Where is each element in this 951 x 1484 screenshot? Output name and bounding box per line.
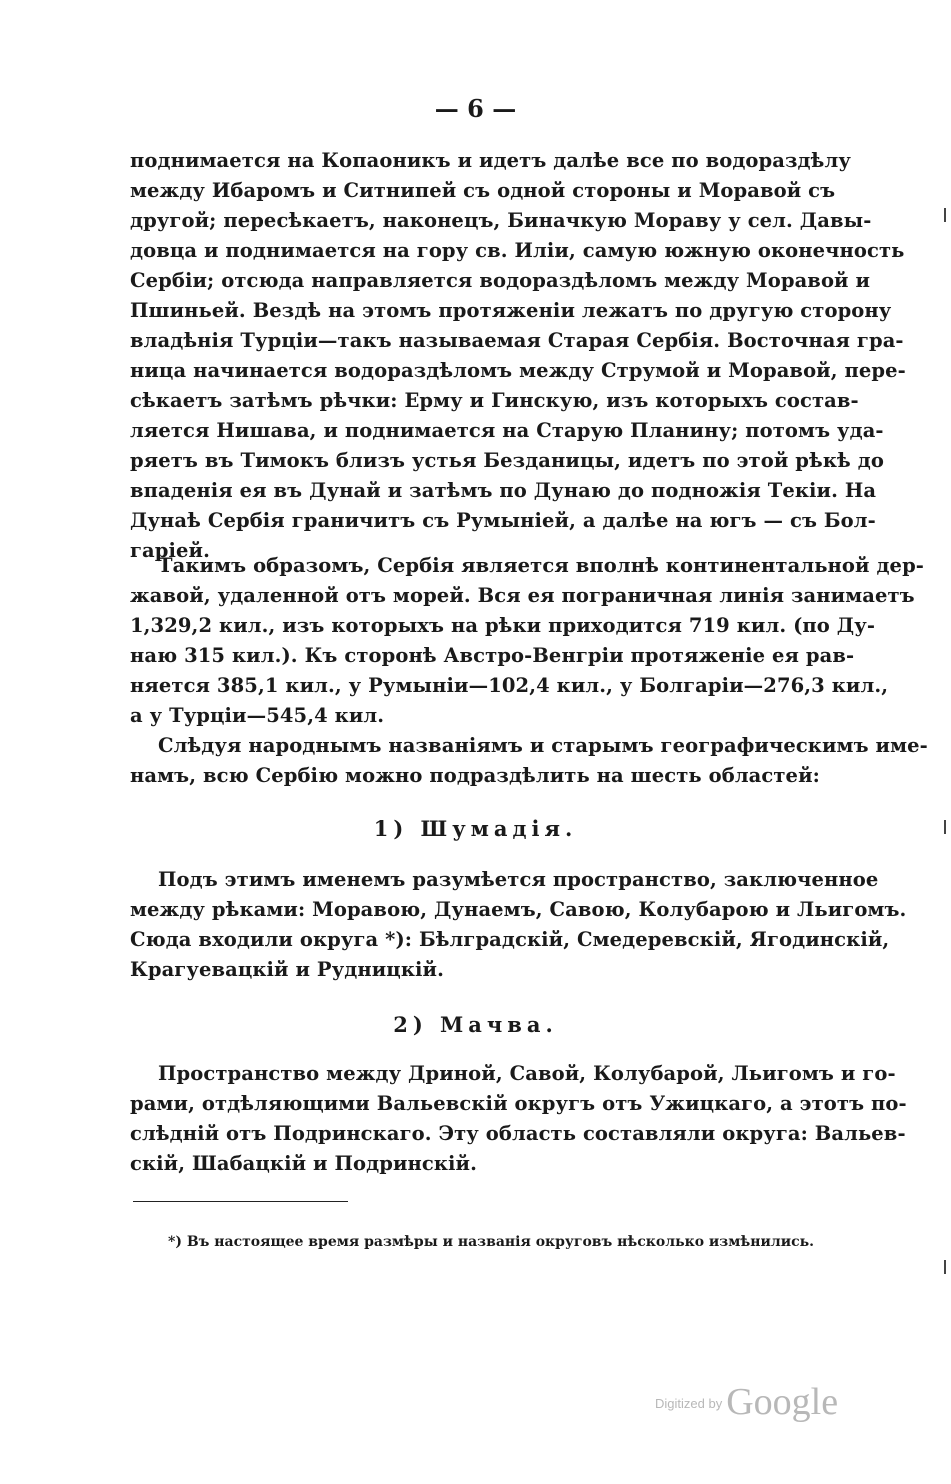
text-line: намъ, всю Сербію можно подраздѣлить на шесть областей: bbox=[130, 764, 820, 787]
footnote: *) Въ настоящее время размѣры и названія округовъ нѣсколько измѣнились. bbox=[168, 1234, 815, 1250]
text-line: 1,329,2 кил., изъ которыхъ на рѣки приходится 719 кил. (по Ду- bbox=[130, 614, 876, 637]
text-line: рами, отдѣляющими Вальевскій округъ отъ Ужицкаго, а этотъ по- bbox=[130, 1092, 907, 1115]
text-line: слѣдній отъ Подринскаго. Эту область составляли округа: Вальев- bbox=[130, 1122, 906, 1145]
scan-speck bbox=[944, 820, 946, 834]
section-heading-shumadia: 1) Шумадія. bbox=[373, 816, 578, 841]
text-line: ряетъ въ Тимокъ близъ устья Безданицы, идетъ по этой рѣкѣ до bbox=[130, 449, 884, 472]
section-1-text bbox=[130, 865, 907, 985]
text-line: жавой, удаленной отъ морей. Вся ея пограничная линія занимаетъ bbox=[130, 584, 915, 607]
text-line: между Ибаромъ и Ситнипей съ одной стороны и Моравой съ bbox=[130, 179, 836, 202]
text-line: Такимъ образомъ, Сербія является вполнѣ континентальной дер- bbox=[158, 554, 924, 577]
text-line: Слѣдуя народнымъ названіямъ и старымъ географическимъ име- bbox=[158, 734, 928, 757]
text-line: Пшиньей. Вездѣ на этомъ протяженіи лежатъ по другую сторону bbox=[130, 299, 892, 322]
text-line: поднимается на Копаоникъ и идетъ далѣе все по водораздѣлу bbox=[130, 149, 851, 172]
watermark-logo-text: Google bbox=[726, 1381, 839, 1423]
text-line: между рѣками: Моравою, Дунаемъ, Савою, Колубарою и Льигомъ. bbox=[130, 898, 907, 921]
text-line: Дунаѣ Сербія граничитъ съ Румыніей, а далѣе на югъ — съ Бол- bbox=[130, 509, 876, 532]
text-line: Крагуевацкій и Рудницкій. bbox=[130, 958, 444, 981]
text-line: Подъ этимъ именемъ разумѣется пространство, заключенное bbox=[158, 868, 879, 891]
watermark-small-text: Digitized by bbox=[655, 1396, 723, 1411]
text-line: другой; пересѣкаетъ, наконецъ, Биначкую Мораву у сел. Давы- bbox=[130, 209, 872, 232]
text-line: впаденія ея въ Дунай и затѣмъ по Дунаю до подножія Текіи. На bbox=[130, 479, 877, 502]
page-number: — 6 — bbox=[434, 94, 517, 123]
google-watermark bbox=[655, 1380, 838, 1424]
text-line: сѣкаетъ затѣмъ рѣчки: Ерму и Гинскую, изъ которыхъ состав- bbox=[130, 389, 859, 412]
text-line: наю 315 кил.). Къ сторонѣ Австро-Венгріи протяженіе ея рав- bbox=[130, 644, 855, 667]
footnote-divider bbox=[133, 1201, 348, 1202]
text-line: а у Турціи—545,4 кил. bbox=[130, 704, 385, 727]
scan-speck bbox=[944, 1260, 946, 1274]
text-line: Сюда входили округа *): Бѣлградскій, Смедеревскій, Ягодинскій, bbox=[130, 928, 890, 951]
text-line: Пространство между Дриной, Савой, Колубарой, Льигомъ и го- bbox=[158, 1062, 896, 1085]
text-line: гаріей. bbox=[130, 539, 210, 562]
text-line: довца и поднимается на гору св. Иліи, самую южную оконечность bbox=[130, 239, 905, 262]
paragraph-3 bbox=[130, 731, 928, 791]
section-2-text bbox=[130, 1059, 907, 1179]
text-line: скій, Шабацкій и Подринскій. bbox=[130, 1152, 478, 1175]
text-line: няется 385,1 кил., у Румыніи—102,4 кил., у Болгаріи—276,3 кил., bbox=[130, 674, 889, 697]
text-line: владѣнія Турціи—такъ называемая Старая Сербія. Восточная гра- bbox=[130, 329, 904, 352]
text-line: Сербіи; отсюда направляется водораздѣломъ между Моравой и bbox=[130, 269, 871, 292]
paragraph-2 bbox=[130, 551, 924, 731]
text-line: ляется Нишава, и поднимается на Старую Планину; потомъ уда- bbox=[130, 419, 884, 442]
scan-speck bbox=[944, 208, 946, 222]
section-heading-machva: 2) Мачва. bbox=[393, 1012, 558, 1037]
text-line: ница начинается водораздѣломъ между Струмой и Моравой, пере- bbox=[130, 359, 906, 382]
